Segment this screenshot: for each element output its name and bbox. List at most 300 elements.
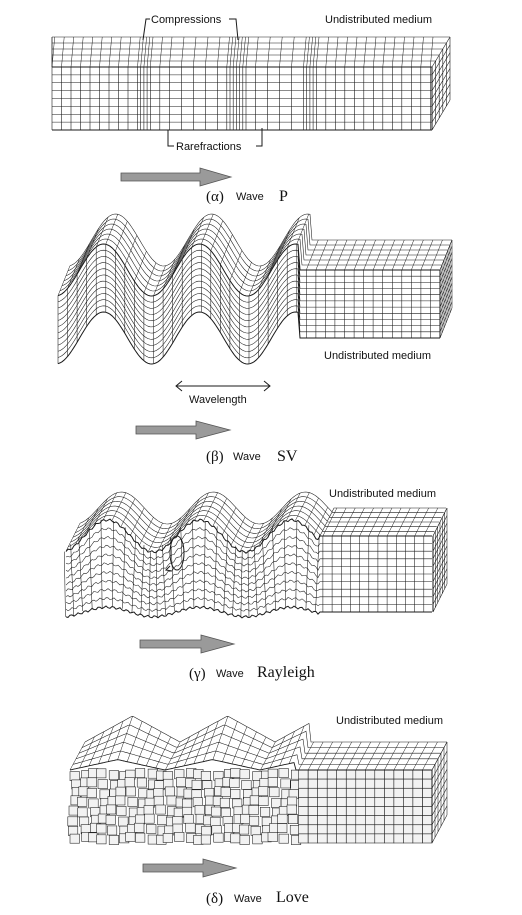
love-front-cell	[270, 788, 280, 797]
love-front-cell	[423, 788, 433, 797]
love-direction-arrow	[143, 859, 236, 877]
love-front-cell	[318, 807, 328, 816]
love-front-cell	[135, 769, 145, 778]
sv-top-column	[182, 229, 194, 259]
love-front-cell	[337, 770, 347, 779]
p-top-column	[193, 37, 196, 67]
love-front-cell	[394, 779, 404, 788]
love-front-cell	[279, 834, 289, 843]
p-top-column	[345, 37, 348, 67]
compressions-label: Compressions	[151, 14, 222, 26]
p-top-column	[144, 37, 147, 67]
p-undistributed-medium-label: Undistributed medium	[325, 14, 432, 26]
love-caption-name: Love	[276, 889, 309, 906]
love-front-cell	[346, 816, 356, 825]
love-front-cell	[337, 807, 347, 816]
love-front-cell	[195, 805, 205, 814]
rayleigh-front-column	[254, 546, 257, 614]
rarefractions-label: Rarefractions	[176, 141, 242, 153]
love-front-cell	[308, 779, 318, 788]
love-front-cell	[384, 788, 394, 797]
p-top-column	[141, 37, 144, 67]
love-top-row	[76, 742, 438, 759]
love-front-cell	[403, 797, 413, 806]
love-front-cell	[239, 825, 249, 834]
love-side-row	[432, 788, 447, 816]
p-top-column	[268, 37, 271, 67]
rayleigh-front-row	[66, 519, 432, 553]
p-top-column	[316, 37, 319, 67]
love-side-row	[432, 815, 447, 843]
love-front-cell	[318, 788, 328, 797]
love-front-cell	[327, 770, 337, 779]
love-front-cell	[156, 805, 166, 814]
love-front-cell	[356, 797, 366, 806]
love-front-cell	[365, 779, 375, 788]
love-front-cell	[288, 815, 298, 824]
love-front-cell	[173, 824, 183, 833]
love-front-cell	[109, 835, 119, 844]
love-front-cell	[221, 808, 231, 817]
love-front-cell	[308, 816, 318, 825]
p-top-column	[430, 37, 433, 67]
rayleigh-top-column	[185, 499, 199, 527]
love-front-cell	[375, 807, 385, 816]
rayleigh-top-column	[277, 499, 291, 527]
p-top-column	[138, 37, 141, 67]
love-front-cell	[356, 779, 366, 788]
love-top-column	[194, 726, 209, 763]
love-front-cell	[165, 787, 175, 796]
rayleigh-caption-symbol: (γ)	[189, 666, 206, 682]
sv-top-column	[125, 235, 137, 265]
love-front-cell	[375, 825, 385, 834]
love-front-cell	[231, 768, 241, 777]
love-front-cell	[403, 834, 413, 843]
love-top-column	[165, 742, 180, 770]
p-side-row	[432, 61, 450, 91]
love-front-cell	[281, 779, 291, 788]
p-top-column	[256, 37, 259, 67]
p-top-column	[160, 37, 163, 67]
p-top-column	[119, 37, 122, 67]
love-front-cell	[327, 825, 337, 834]
love-front-cell	[98, 780, 108, 789]
love-front-cell	[211, 807, 221, 816]
rayleigh-front-column	[79, 537, 83, 611]
sv-top-column	[220, 235, 232, 265]
love-front-cell	[337, 797, 347, 806]
love-front-cell	[70, 772, 80, 781]
p-top-column	[236, 37, 239, 67]
love-front-cell	[308, 770, 318, 779]
p-top-column	[109, 37, 112, 67]
love-front-cell	[89, 799, 99, 808]
p-top-column	[90, 37, 93, 67]
p-direction-arrow	[121, 168, 231, 186]
love-front-cell	[97, 824, 107, 833]
p-side-row	[432, 69, 450, 99]
love-front-cell	[201, 835, 211, 844]
p-caption-symbol: (α)	[206, 189, 224, 205]
love-front-cell	[186, 823, 196, 832]
love-side-row	[432, 769, 447, 797]
love-front-cell	[231, 834, 241, 843]
love-front-cell	[148, 769, 158, 778]
rayleigh-front-column	[233, 546, 236, 614]
p-top-column	[354, 37, 357, 67]
love-top-column	[365, 742, 380, 770]
rayleigh-front-row	[66, 571, 432, 592]
love-top-column	[108, 721, 123, 762]
love-front-cell	[346, 788, 356, 797]
love-front-cell	[318, 779, 328, 788]
love-front-cell	[137, 778, 147, 787]
love-front-cell	[220, 798, 230, 807]
love-front-cell	[78, 808, 88, 817]
p-top-column	[233, 37, 236, 67]
love-front-cell	[240, 814, 250, 823]
p-caption-name: P	[279, 188, 288, 205]
sv-wave-block-grid	[58, 214, 452, 364]
love-front-cell	[365, 770, 375, 779]
love-front-cell	[279, 769, 289, 778]
panel-sv-wave	[58, 214, 452, 465]
rayleigh-front-column	[149, 552, 150, 615]
love-front-cell	[97, 835, 107, 844]
love-front-cell	[423, 797, 433, 806]
love-front-cell	[423, 807, 433, 816]
love-front-cell	[356, 825, 366, 834]
rayleigh-front-column	[64, 552, 65, 617]
sv-caption-name: SV	[277, 448, 298, 465]
love-front-cell	[327, 816, 337, 825]
love-top-column	[89, 732, 104, 766]
love-front-cell	[375, 770, 385, 779]
love-front-cell	[135, 833, 145, 842]
p-top-column	[383, 37, 386, 67]
love-front-cell	[116, 796, 126, 805]
wavelength-double-arrow	[176, 381, 270, 391]
love-front-cell	[384, 825, 394, 834]
love-front-cell	[214, 833, 224, 842]
love-front-cell	[109, 771, 119, 780]
rayleigh-front-column	[204, 522, 205, 607]
love-top-column	[99, 726, 114, 763]
love-front-cell	[327, 807, 337, 816]
sv-caption-word: Wave	[233, 451, 261, 463]
rayleigh-wave-block-grid	[64, 492, 447, 618]
love-front-cell	[230, 779, 240, 788]
love-front-cell	[337, 834, 347, 843]
love-front-cell	[384, 797, 394, 806]
love-front-cell	[413, 816, 423, 825]
p-top-column	[181, 37, 184, 67]
love-front-cell	[68, 817, 78, 826]
panel-p-wave	[52, 14, 450, 205]
love-front-cell	[375, 816, 385, 825]
love-front-cell	[278, 824, 288, 833]
love-front-cell	[308, 788, 318, 797]
love-front-cell	[403, 770, 413, 779]
panel-rayleigh-wave	[64, 488, 447, 682]
love-front-cell	[163, 833, 173, 842]
love-top-row	[79, 734, 441, 754]
p-side-row	[432, 92, 450, 122]
p-top-column	[52, 37, 55, 67]
love-front-cell	[394, 816, 404, 825]
love-front-cell	[337, 825, 347, 834]
p-top-column	[62, 37, 65, 67]
love-front-cell	[211, 817, 221, 826]
rayleigh-front-column	[248, 550, 249, 618]
love-front-cell	[260, 807, 270, 816]
love-front-cell	[299, 816, 309, 825]
love-front-cell	[259, 797, 269, 806]
love-front-cell	[202, 826, 212, 835]
love-side-row	[432, 742, 447, 770]
rayleigh-front-row	[66, 580, 432, 599]
love-front-cell	[384, 834, 394, 843]
love-front-cell	[375, 779, 385, 788]
rayleigh-caption-name: Rayleigh	[257, 664, 315, 681]
love-top-column	[413, 742, 428, 770]
sv-top-column	[134, 251, 146, 281]
love-top-row	[82, 725, 444, 748]
love-wave-block-grid	[68, 716, 447, 845]
love-front-cell	[403, 788, 413, 797]
love-front-cell	[346, 825, 356, 834]
love-front-cell	[327, 788, 337, 797]
love-front-cell	[70, 834, 80, 843]
p-top-column	[421, 37, 424, 67]
love-top-column	[394, 742, 409, 770]
love-front-cell	[394, 807, 404, 816]
love-side-row	[432, 779, 447, 807]
sv-top-column	[278, 230, 290, 260]
p-top-column	[205, 37, 208, 67]
rarefractions-bracket-right	[256, 128, 262, 146]
p-side-row	[432, 100, 450, 130]
wavelength-label: Wavelength	[189, 394, 247, 406]
love-top-column	[327, 742, 342, 770]
rayleigh-front-column	[163, 545, 166, 615]
love-front-cell	[250, 796, 260, 805]
love-front-cell	[268, 769, 278, 778]
rayleigh-front-column	[122, 528, 125, 609]
love-front-cell	[356, 807, 366, 816]
sv-top-column	[230, 250, 242, 280]
love-front-cell	[116, 787, 126, 796]
love-front-cell	[182, 799, 192, 808]
p-wave-block-grid	[52, 37, 450, 130]
p-top-column	[100, 37, 103, 67]
rayleigh-top-column	[130, 508, 144, 536]
p-top-column	[335, 37, 338, 67]
love-front-cell	[69, 806, 79, 815]
love-front-cell	[299, 797, 309, 806]
love-front-cell	[258, 787, 268, 796]
love-front-cell	[299, 788, 309, 797]
p-top-column	[292, 37, 295, 67]
love-front-cell	[119, 817, 129, 826]
love-front-cell	[403, 816, 413, 825]
love-front-cell	[268, 832, 278, 841]
love-front-cell	[394, 797, 404, 806]
love-front-cell	[125, 778, 135, 787]
love-front-cell	[365, 834, 375, 843]
love-front-cell	[327, 834, 337, 843]
love-front-cell	[106, 805, 116, 814]
love-top-column	[280, 731, 295, 765]
sv-caption-symbol: (β)	[206, 449, 224, 465]
p-top-column	[304, 37, 307, 67]
love-front-cell	[337, 816, 347, 825]
love-front-cell	[346, 834, 356, 843]
love-front-cell	[346, 779, 356, 788]
p-side-row	[432, 45, 450, 75]
love-front-cell	[318, 816, 328, 825]
p-top-column	[147, 37, 150, 67]
p-side-row	[432, 84, 450, 114]
love-front-cell	[337, 779, 347, 788]
p-top-column	[169, 37, 172, 67]
love-front-cell	[240, 835, 250, 844]
love-front-cell	[299, 834, 309, 843]
rayleigh-front-column	[141, 545, 144, 614]
love-front-cell	[356, 788, 366, 797]
love-front-cell	[154, 796, 164, 805]
panel-love-wave	[68, 715, 447, 907]
love-front-cell	[299, 825, 309, 834]
p-top-column	[326, 37, 329, 67]
love-undistributed-medium-label: Undistributed medium	[336, 715, 443, 727]
love-front-cell	[375, 788, 385, 797]
love-front-cell	[87, 788, 97, 797]
love-front-cell	[413, 834, 423, 843]
love-front-cell	[403, 779, 413, 788]
p-top-column	[71, 37, 74, 67]
love-front-cell	[148, 835, 158, 844]
love-front-cell	[423, 816, 433, 825]
love-front-cell	[106, 815, 116, 824]
love-front-cell	[278, 814, 288, 823]
p-top-column	[392, 37, 395, 67]
love-top-column	[203, 721, 218, 762]
love-caption-word: Wave	[234, 893, 262, 905]
love-front-cell	[394, 770, 404, 779]
p-top-column	[240, 37, 243, 67]
rayleigh-front-column	[89, 527, 92, 609]
love-top-column	[318, 742, 333, 770]
love-front-cell	[318, 825, 328, 834]
love-front-cell	[356, 816, 366, 825]
p-top-column	[307, 37, 310, 67]
love-front-cell	[299, 807, 309, 816]
love-front-cell	[394, 788, 404, 797]
love-top-column	[356, 742, 371, 770]
love-front-cell	[135, 823, 145, 832]
love-front-cell	[356, 834, 366, 843]
love-front-cell	[268, 778, 278, 787]
love-side-row	[432, 806, 447, 834]
p-top-column	[217, 37, 220, 67]
p-top-column	[128, 37, 131, 67]
rayleigh-front-column	[171, 538, 175, 612]
love-front-cell	[375, 834, 385, 843]
rarefractions-bracket-left	[168, 130, 174, 146]
love-top-column	[270, 736, 285, 767]
love-front-cell	[231, 789, 241, 798]
love-front-cell	[318, 770, 328, 779]
p-top-column	[402, 37, 405, 67]
love-front-cell	[242, 780, 252, 789]
rayleigh-front-column	[224, 534, 228, 612]
p-top-column	[310, 37, 313, 67]
love-top-column	[299, 742, 314, 770]
love-front-cell	[384, 779, 394, 788]
love-front-cell	[135, 815, 145, 824]
love-front-cell	[308, 807, 318, 816]
rayleigh-front-column	[214, 526, 217, 609]
love-front-cell	[346, 807, 356, 816]
love-front-cell	[107, 826, 117, 835]
love-front-cell	[394, 825, 404, 834]
love-top-column	[308, 742, 323, 770]
love-front-cell	[77, 797, 87, 806]
love-front-cell	[299, 779, 309, 788]
rayleigh-front-column	[156, 551, 157, 618]
sv-top-column	[239, 262, 251, 292]
p-top-column	[411, 37, 414, 67]
love-top-column	[403, 742, 418, 770]
rayleigh-caption-word: Wave	[216, 668, 244, 680]
rayleigh-direction-arrow	[140, 635, 234, 653]
p-top-column	[150, 37, 153, 67]
love-front-cell	[158, 816, 168, 825]
love-front-cell	[384, 816, 394, 825]
love-front-cell	[337, 788, 347, 797]
sv-top-column	[144, 263, 156, 293]
love-front-cell	[126, 787, 136, 796]
p-top-column	[373, 37, 376, 67]
love-top-column	[375, 742, 390, 770]
love-front-cell	[221, 787, 231, 796]
rayleigh-top-column	[305, 498, 319, 526]
love-front-cell	[253, 835, 263, 844]
love-side-row	[432, 797, 447, 825]
love-front-cell	[184, 815, 194, 824]
love-front-cell	[192, 780, 202, 789]
love-top-column	[337, 742, 352, 770]
love-front-cell	[423, 779, 433, 788]
love-front-cell	[287, 805, 297, 814]
rayleigh-front-column	[296, 522, 297, 607]
p-top-column	[230, 37, 233, 67]
rayleigh-top-column	[149, 523, 163, 551]
love-front-cell	[403, 825, 413, 834]
love-front-cell	[167, 796, 177, 805]
love-front-cell	[413, 788, 423, 797]
love-front-cell	[365, 788, 375, 797]
p-side-row	[432, 53, 450, 83]
love-top-column	[70, 742, 85, 770]
love-top-column	[346, 742, 361, 770]
love-front-cell	[290, 825, 300, 834]
love-front-cell	[87, 778, 97, 787]
love-front-cell	[117, 806, 127, 815]
rayleigh-undistributed-medium-label: Undistributed medium	[329, 488, 436, 500]
